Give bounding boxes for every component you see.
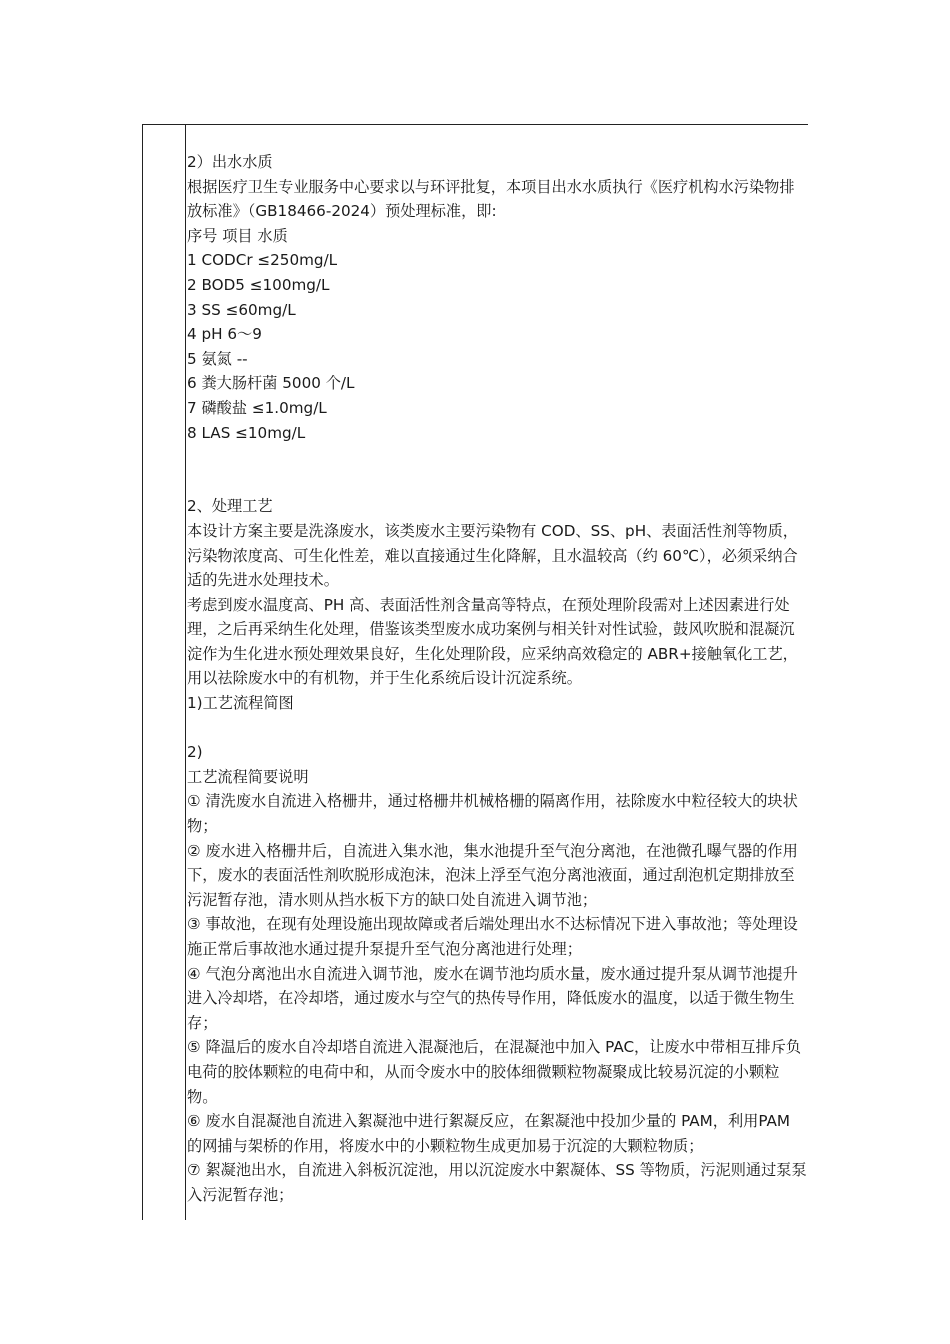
diagram-spacer bbox=[187, 716, 807, 741]
process-step: ⑦ 絮凝池出水，自流进入斜板沉淀池，用以沉淀废水中絮凝体、SS 等物质，污泥则通过泵泵入污泥暂存池； bbox=[187, 1161, 807, 1204]
standard-row: 7 磷酸盐 ≤1.0mg/L bbox=[187, 398, 327, 417]
process-step: ④ 气泡分离池出水自流进入调节池，废水在调节池均质水量，废水通过提升泵从调节池提升进入冷却塔，在冷却塔，通过废水与空气的热传导作用，降低废水的温度，以适于微生物生存； bbox=[187, 964, 798, 1032]
standard-row: 8 LAS ≤10mg/L bbox=[187, 423, 306, 442]
water-quality-heading: 2）出水水质 bbox=[187, 153, 273, 171]
process-heading: 2、处理工艺 bbox=[187, 497, 273, 516]
water-quality-intro: 根据医疗卫生专业服务中心要求以与环评批复，本项目出水水质执行《医疗机构水污染物排放标准》（GB18466-2024）预处理标准，即: bbox=[187, 177, 795, 221]
process-paragraph: 本设计方案主要是洗涤废水，该类废水主要污染物有 COD、SS、pH、表面活性剂等物质，污染物浓度高、可生化性差，难以直接通过生化降解，且水温较高（约 60℃），必须采纳合适的先进水处理技术。 bbox=[187, 521, 798, 590]
document-content bbox=[187, 150, 807, 1208]
flow-diagram-title: 1)工艺流程简图 bbox=[187, 694, 294, 713]
flow-description-title: 工艺流程简要说明 bbox=[187, 767, 309, 786]
process-paragraph: 考虑到废水温度高、PH 高、表面活性剂含量高等特点，在预处理阶段需对上述因素进行处理，之后再采纳生化处理，借鉴该类型废水成功案例与相关针对性试验，鼓风吹脱和混凝沉淀作为生化进水预处理效果良好，生化处理阶段，应采纳高效稳定的 ABR+接触氧化工艺，用以祛除废水中的有机物，并于生化系统后设计沉淀系统。 bbox=[187, 595, 798, 688]
standard-row: 2 BOD5 ≤100mg/L bbox=[187, 275, 330, 294]
table-left-border bbox=[142, 124, 143, 1220]
process-step: ⑥ 废水自混凝池自流进入絮凝池中进行絮凝反应，在絮凝池中投加少量的 PAM，利用PAM 的网捕与架桥的作用，将废水中的小颗粒物生成更加易于沉淀的大颗粒物质； bbox=[187, 1112, 791, 1155]
standard-row: 4 pH 6～9 bbox=[187, 325, 262, 344]
table-top-border bbox=[142, 124, 808, 125]
process-step: ③ 事故池，在现有处理设施出现故障或者后端处理出水不达标情况下进入事故池；等处理设施正常后事故池水通过提升泵提升至气泡分离池进行处理； bbox=[187, 915, 798, 958]
standard-row: 6 粪大肠杆菌 5000 个/L bbox=[187, 374, 355, 393]
section-spacer bbox=[187, 445, 807, 494]
standard-row: 1 CODCr ≤250mg/L bbox=[187, 251, 338, 270]
standard-table-header: 序号 项目 水质 bbox=[187, 226, 288, 245]
standard-row: 5 氨氮 -- bbox=[187, 349, 248, 368]
process-step: ⑤ 降温后的废水自冷却塔自流进入混凝池后，在混凝池中加入 PAC，让废水中带相互排斥负电荷的胶体颗粒的电荷中和，从而令废水中的胶体细微颗粒物凝聚成比较易沉淀的小颗粒物。 bbox=[187, 1038, 802, 1106]
table-column-divider bbox=[185, 124, 186, 1220]
standard-row: 3 SS ≤60mg/L bbox=[187, 300, 296, 319]
process-step: ① 清洗废水自流进入格栅井，通过格栅井机械格栅的隔离作用，祛除废水中粒径较大的块状物； bbox=[187, 792, 798, 836]
item-number: 2) bbox=[187, 743, 203, 762]
process-step: ② 废水进入格栅井后，自流进入集水池，集水池提升至气泡分离池，在池微孔曝气器的作用下，废水的表面活性剂吹脱形成泡沫，泡沫上浮至气泡分离池液面，通过刮泡机定期排放至污泥暂存池，清水则从挡水板下方的缺口处自流进入调节池； bbox=[187, 841, 798, 909]
